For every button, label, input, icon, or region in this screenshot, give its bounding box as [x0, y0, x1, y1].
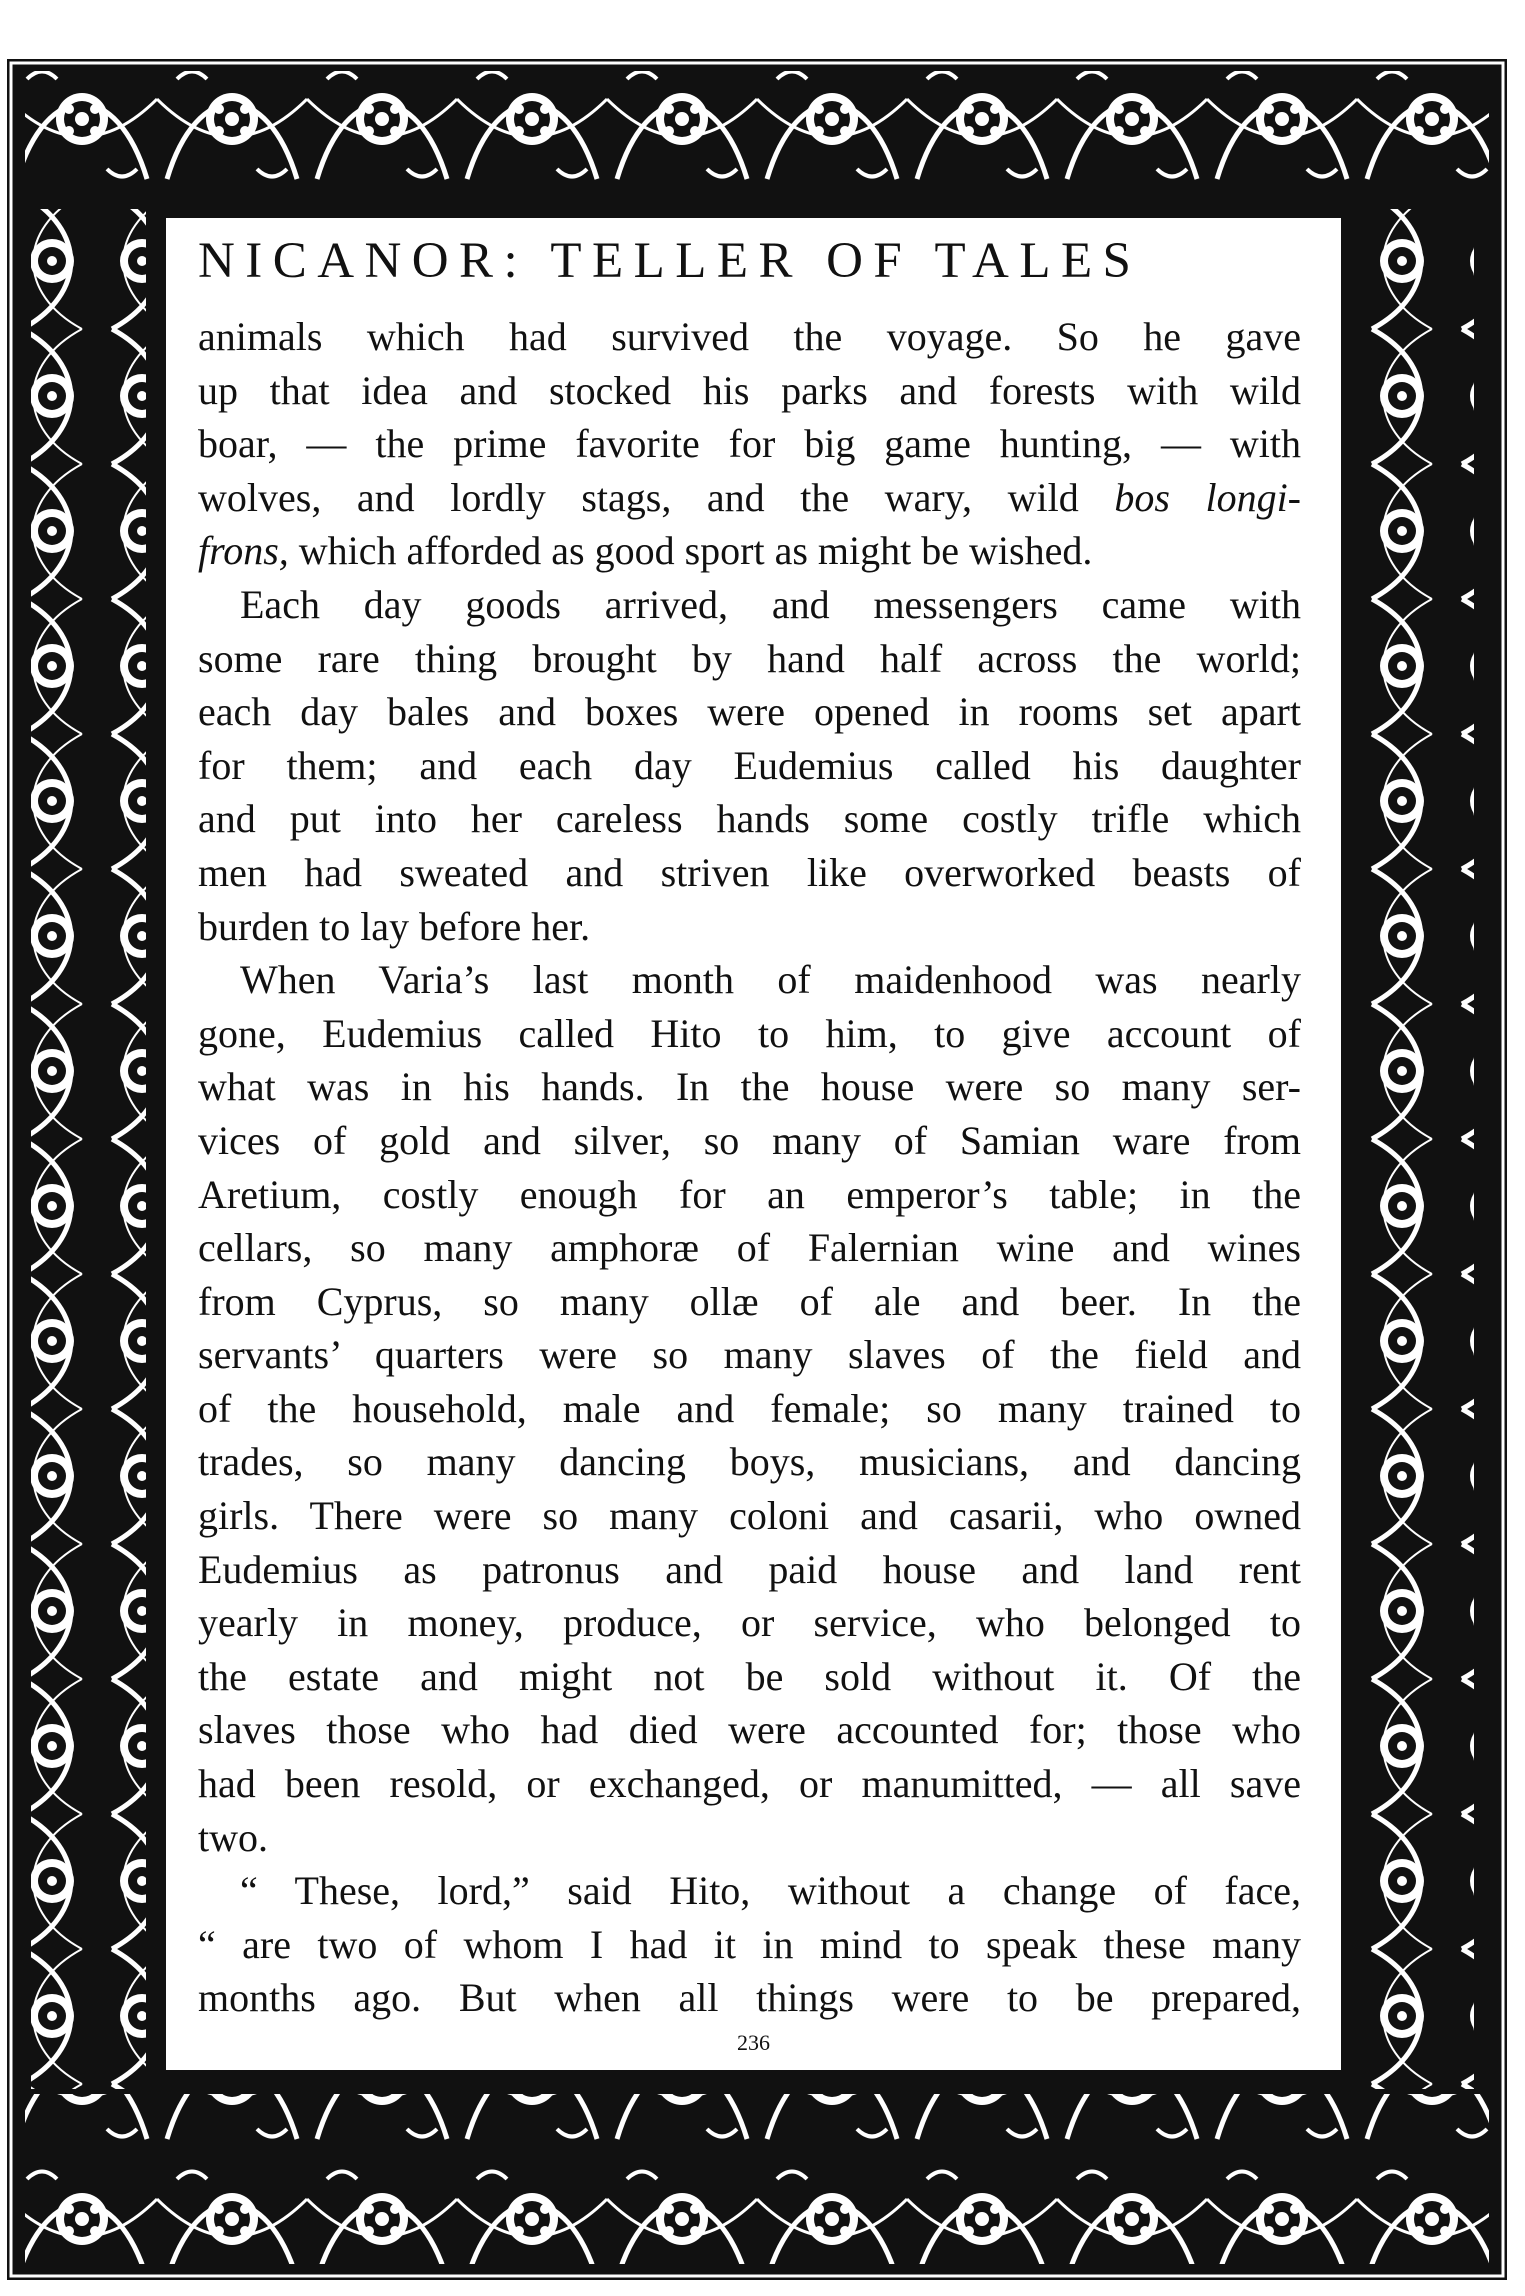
- text-line: and put into her careless hands some costly trifle which: [198, 796, 1301, 842]
- text-line: months ago. But when all things were to be prepared,: [198, 1975, 1301, 2021]
- text-line: of the household, male and female; so many trained to: [198, 1385, 1301, 1431]
- text-line: for them; and each day Eudemius called his daughter: [198, 742, 1301, 788]
- text-line: men had sweated and striven like overworked beasts of: [198, 849, 1301, 895]
- text-line: each day bales and boxes were opened in rooms set apart: [198, 689, 1301, 735]
- italic-text: frons,: [198, 528, 289, 574]
- text-line: some rare thing brought by hand half across the world;: [198, 635, 1301, 681]
- text-line: animals which had survived the voyage. So he gave: [198, 314, 1301, 359]
- text-line: servants’ quarters were so many slaves of the field and: [198, 1332, 1301, 1378]
- text-line: “ These, lord,” said Hito, without a change of face,: [240, 1868, 1301, 1914]
- running-head: NICANOR: TELLER OF TALES: [198, 233, 1142, 289]
- text-line: trades, so many dancing boys, musicians, and dancing: [198, 1439, 1301, 1485]
- text-panel: [161, 213, 1346, 2075]
- text-line: boar, — the prime favorite for big game hunting, — with: [198, 421, 1301, 467]
- text-line: Eudemius as patronus and paid house and land rent: [198, 1546, 1301, 1592]
- text-line: what was in his hands. In the house were so many ser-: [198, 1064, 1301, 1110]
- body-text: [198, 310, 1301, 2025]
- text-line: slaves those who had died were accounted for; those who: [198, 1707, 1301, 1753]
- text-line: When Varia’s last month of maidenhood was nearly: [240, 957, 1301, 1003]
- text-segment: which afforded as good sport as might be wished.: [288, 528, 1093, 574]
- text-line: yearly in money, produce, or service, who belonged to: [198, 1600, 1301, 1646]
- text-line: [198, 524, 1301, 578]
- text-line: vices of gold and silver, so many of Samian ware from: [198, 1117, 1301, 1163]
- text-line: [198, 471, 1301, 525]
- text-line: had been resold, or exchanged, or manumitted, — all save: [198, 1761, 1301, 1807]
- text-line: from Cyprus, so many ollæ of ale and beer. In the: [198, 1278, 1301, 1324]
- text-line: the estate and might not be sold without it. Of the: [198, 1653, 1301, 1699]
- text-line: cellars, so many amphoræ of Falernian wine and wines: [198, 1225, 1301, 1271]
- text-line: girls. There were so many coloni and casarii, who owned: [198, 1493, 1301, 1539]
- text-line: two.: [198, 1814, 268, 1860]
- text-line: up that idea and stocked his parks and forests with wild: [198, 367, 1301, 413]
- text-line: Aretium, costly enough for an emperor’s table; in the: [198, 1171, 1301, 1217]
- text-segment: wolves, and lordly stags, and the wary, wild: [198, 474, 1115, 520]
- text-line: gone, Eudemius called Hito to him, to give account of: [198, 1010, 1301, 1056]
- text-line: Each day goods arrived, and messengers came with: [240, 581, 1301, 627]
- text-line: “ are two of whom I had it in mind to speak these many: [198, 1921, 1301, 1967]
- italic-text: bos longi-: [1114, 474, 1301, 520]
- page-number: 236: [737, 2030, 770, 2055]
- text-line: burden to lay before her.: [198, 903, 591, 949]
